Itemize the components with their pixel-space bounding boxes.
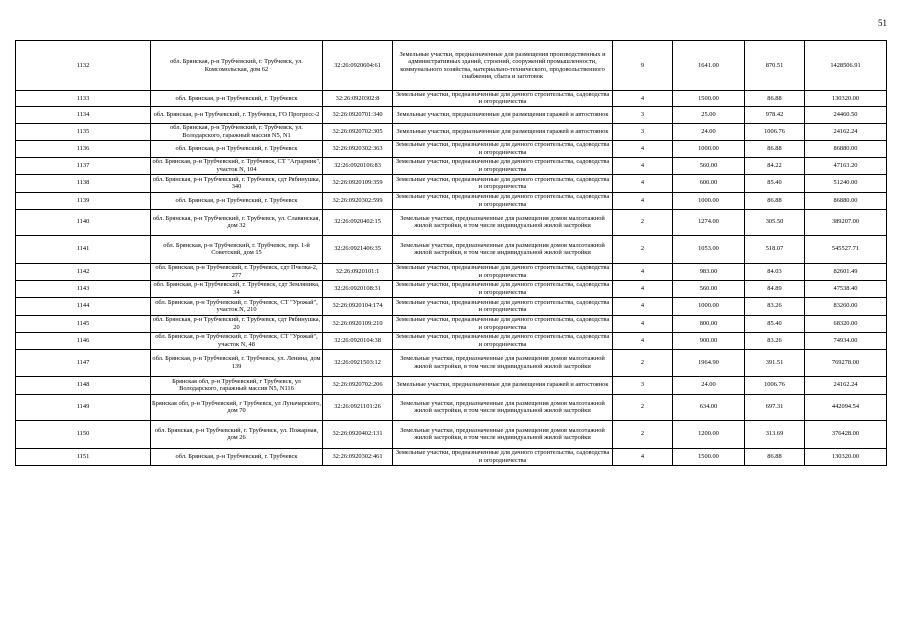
table-row [16,297,887,315]
cadastral-value-table [15,40,887,466]
cell-land-use: Земельные участки, предназначенные для дачного строительства, садоводства и огородничества [393,140,613,157]
table-row [16,209,887,235]
cell-area: 1274.00 [673,209,745,235]
cell-cadastral-value: 24460.50 [805,106,887,123]
cell-address: обл. Брянская, р-н Трубчевский, г. Трубчевск [151,140,323,157]
cell-address: Брянская обл, р-н Трубчевский, г Трубчевск, ул Луначарского, дом 70 [151,394,323,420]
table-row [16,157,887,174]
cell-area: 634.00 [673,394,745,420]
table-row [16,332,887,349]
cell-address: обл. Брянская, р-н Трубчевский, г. Трубчевск, СТ "Аграрник", участок N, 104 [152,158,321,173]
cell-address: обл. Брянская, р-н Трубчевский, г. Трубчевск, ул. Ленина, дом 139 [151,349,323,376]
cell-area: 983.00 [673,263,745,280]
cell-cadastral-number: 32:26:0920702:206 [323,376,393,394]
cell-address: обл. Брянская, р-н Трубчевский, г. Трубчевск, сдт Рябинушка, 20 [151,315,323,332]
cell-specific-value: 518.07 [745,235,805,263]
cell-land-use: Земельные участки, предназначенные для дачного строительства, садоводства и огородничества [393,297,613,315]
cell-cadastral-value: 47163.20 [805,157,887,174]
cell-row-number: 1150 [16,420,151,448]
page-number: 51 [878,18,887,28]
cell-area: 560.00 [673,280,745,297]
cell-area: 24.00 [673,376,745,394]
cell-specific-value: 85.40 [745,315,805,332]
cell-group: 2 [613,209,673,235]
table-row [16,91,887,107]
cell-row-number: 1135 [16,123,151,140]
table-row [16,41,887,91]
cell-group: 4 [613,157,673,174]
cell-cadastral-value: 130320.00 [805,448,887,465]
cell-group: 3 [613,123,673,140]
cell-area: 1053.00 [673,235,745,263]
cell-cadastral-value: 130320.00 [805,91,887,107]
cell-land-use: Земельные участки, предназначенные для дачного строительства, садоводства и огородничества [393,448,613,465]
cell-specific-value: 86.88 [745,448,805,465]
cell-group: 4 [613,91,673,107]
cell-group: 2 [613,349,673,376]
cell-specific-value: 305.50 [745,209,805,235]
cell-group: 2 [613,394,673,420]
cell-specific-value: 391.51 [745,349,805,376]
cell-row-number: 1148 [16,376,151,394]
cell-specific-value: 697.31 [745,394,805,420]
cell-specific-value: 86.88 [745,91,805,107]
cell-land-use: Земельные участки, предназначенные для дачного строительства, садоводства и огородничества [393,157,613,174]
cell-cadastral-number: 32:26:0920109:210 [323,315,393,332]
cell-land-use: Земельные участки, предназначенные для дачного строительства, садоводства и огородничества [393,280,613,297]
cell-address: обл. Брянская, р-н Трубчевский, г. Трубчевск, ул. Славянская, дом 32 [151,209,323,235]
cell-address: обл. Брянская, р-н Трубчевский, г. Трубчевск [151,91,323,107]
table-row [16,263,887,280]
cell-cadastral-number: 32:26:0920604:61 [323,41,393,91]
cell-land-use: Земельные участки, предназначенные для дачного строительства, садоводства и огородничества [393,192,613,209]
cell-address: обл. Брянская, р-н Трубчевский, г. Трубчевск, сдт Земляника, 34 [151,280,323,297]
cell-group: 2 [613,420,673,448]
cell-group: 4 [613,315,673,332]
cell-address: Брянская обл, р-н Трубчевский, г Трубчевск, ул Володарского, гаражный массив N5, N116 [151,376,323,394]
cell-cadastral-value: 86880.00 [805,140,887,157]
cell-specific-value: 1006.76 [745,376,805,394]
cell-land-use: Земельные участки, предназначенные для дачного строительства, садоводства и огородничества [393,91,613,107]
cell-address: обл. Брянская, р-н Трубчевский, г. Трубчевск, ГО Прогресс-2 [151,106,323,123]
cell-cadastral-number: 32:26:0920702:305 [323,123,393,140]
table-row [16,448,887,465]
cell-cadastral-value: 442094.54 [805,394,887,420]
cell-land-use: Земельные участки, предназначенные для размещения домов малоэтажной жилой застройки, в том числе индивидуальной жилой застройки [393,420,613,448]
cell-cadastral-number: 32:26:0920302:363 [323,140,393,157]
table-row [16,394,887,420]
cell-cadastral-value: 24162.24 [805,123,887,140]
cell-land-use: Земельные участки, предназначенные для размещения гаражей и автостоянок [393,123,613,140]
cell-cadastral-number: 32:26:0920101:1 [323,263,393,280]
cell-row-number: 1140 [16,209,151,235]
cell-address: обл. Брянская, р-н Трубчевский, г. Трубчевск, ул. Володарского, гаражный массив N5, N1 [151,123,323,140]
cell-cadastral-value: 86880.00 [805,192,887,209]
cell-land-use: Земельные участки, предназначенные для размещения домов малоэтажной жилой застройки, в том числе индивидуальной жилой застройки [393,209,613,235]
cell-specific-value: 85.40 [745,174,805,192]
cell-area: 900.00 [673,332,745,349]
cell-group: 3 [613,106,673,123]
cell-row-number: 1149 [16,394,151,420]
cell-row-number: 1142 [16,263,151,280]
cell-land-use: Земельные участки, предназначенные для дачного строительства, садоводства и огородничества [393,174,613,192]
cell-row-number: 1151 [16,448,151,465]
cell-cadastral-value: 376428.00 [805,420,887,448]
table-row [16,280,887,297]
table-row [16,123,887,140]
cell-land-use: Земельные участки, предназначенные для размещения домов малоэтажной жилой застройки, в том числе индивидуальной жилой застройки [393,349,613,376]
cell-cadastral-value: 68320.00 [805,315,887,332]
table-row [16,420,887,448]
cell-group: 4 [613,297,673,315]
cell-row-number: 1144 [16,297,151,315]
cell-cadastral-value: 769278.00 [805,349,887,376]
cell-group: 9 [613,41,673,91]
cell-cadastral-number: 32:26:0920106:83 [323,157,393,174]
cell-specific-value: 870.51 [745,41,805,91]
cell-area: 1500.00 [673,91,745,107]
cell-address: обл. Брянская, р-н Трубчевский, г. Трубчевск, ул. Пожарная, дом 26 [151,420,323,448]
cell-cadastral-value: 24162.24 [805,376,887,394]
cell-cadastral-number: 32:26:0920104:38 [323,332,393,349]
cell-group: 4 [613,448,673,465]
cell-area: 1000.00 [673,192,745,209]
cell-land-use: Земельные участки, предназначенные для размещения гаражей и автостоянок [393,106,613,123]
cell-area: 1000.00 [673,140,745,157]
cell-address: обл. Брянская, р-н Трубчевский, г. Трубчевск [151,192,323,209]
cell-cadastral-value: 82601.49 [805,263,887,280]
cell-specific-value: 84.03 [745,263,805,280]
cell-specific-value: 86.88 [745,192,805,209]
cell-row-number: 1145 [16,315,151,332]
cell-row-number: 1138 [16,174,151,192]
cell-land-use: Земельные участки, предназначенные для размещения гаражей и автостоянок [393,376,613,394]
cell-area: 1964.90 [673,349,745,376]
cell-cadastral-number: 32:26:0920108:31 [323,280,393,297]
cell-row-number: 1132 [16,41,151,91]
cell-row-number: 1136 [16,140,151,157]
cell-cadastral-number: 32:26:0921503:12 [323,349,393,376]
cell-area: 600.00 [673,174,745,192]
cell-land-use: Земельные участки, предназначенные для размещения домов малоэтажной жилой застройки, в том числе индивидуальной жилой застройки [393,394,613,420]
cell-cadastral-number: 32:26:0920104:174 [323,297,393,315]
cell-group: 4 [613,280,673,297]
cell-cadastral-value: 51240.00 [805,174,887,192]
cell-address: обл. Брянская, р-н Трубчевский, г. Трубчевск [151,448,323,465]
cell-group: 4 [613,174,673,192]
cell-cadastral-value: 74934.00 [805,332,887,349]
cell-address: обл. Брянская, р-н Трубчевский, г. Трубчевск, сдт Пчелка-2, 277 [151,263,323,280]
cell-area: 560.00 [673,157,745,174]
cell-row-number: 1137 [16,157,151,174]
cell-land-use: Земельные участки, предназначенные для дачного строительства, садоводства и огородничества [393,263,613,280]
cell-cadastral-number: 32:26:0920402:131 [323,420,393,448]
table-row [16,235,887,263]
table-row [16,315,887,332]
cell-row-number: 1146 [16,332,151,349]
cell-row-number: 1141 [16,235,151,263]
cell-area: 1641.00 [673,41,745,91]
table-row [16,140,887,157]
cell-area: 24.00 [673,123,745,140]
cell-row-number: 1133 [16,91,151,107]
cell-area: 800.00 [673,315,745,332]
cell-row-number: 1134 [16,106,151,123]
cell-row-number: 1143 [16,280,151,297]
table-row [16,349,887,376]
cell-cadastral-value: 83260.00 [805,297,887,315]
cell-specific-value: 84.89 [745,280,805,297]
cell-area: 1500.00 [673,448,745,465]
cell-cadastral-number: 32:26:0920109:359 [323,174,393,192]
cell-area: 25.00 [673,106,745,123]
cell-specific-value: 83.26 [745,297,805,315]
cell-land-use: Земельные участки, предназначенные для размещения производственных и административных зданий, строений, сооружений промышленности, коммунального хозяйства, материально-технического, продовольственного снабжения, сбыта и заготовок [393,41,613,91]
cell-land-use: Земельные участки, предназначенные для размещения домов малоэтажной жилой застройки, в том числе индивидуальной жилой застройки [393,235,613,263]
table-row [16,192,887,209]
cell-specific-value: 83.26 [745,332,805,349]
cell-specific-value: 978.42 [745,106,805,123]
table-row [16,174,887,192]
cell-cadastral-number: 32:26:0921101:26 [323,394,393,420]
cell-cadastral-value: 47538.40 [805,280,887,297]
cell-specific-value: 313.69 [745,420,805,448]
table-row [16,376,887,394]
cell-cadastral-number: 32:26:0920701:340 [323,106,393,123]
cell-area: 1200.00 [673,420,745,448]
cell-cadastral-value: 389207.00 [805,209,887,235]
cell-address: обл. Брянская, р-н Трубчевский, г. Трубчевск, пер. 1-й Советский, дом 15 [151,235,323,263]
cell-cadastral-number: 32:26:0920302:8 [323,91,393,107]
cell-cadastral-number: 32:26:0920302:461 [323,448,393,465]
cell-row-number: 1147 [16,349,151,376]
cell-cadastral-value: 545527.71 [805,235,887,263]
table-row [16,106,887,123]
cell-address: обл. Брянская, р-н Трубчевский, г. Трубчевск, СТ "Урожай", участок N, 210 [151,297,323,315]
cell-land-use: Земельные участки, предназначенные для дачного строительства, садоводства и огородничества [393,332,613,349]
table-body [16,41,887,466]
cell-cadastral-value: 1428506.91 [805,41,887,91]
cell-group: 2 [613,235,673,263]
cell-group: 4 [613,140,673,157]
cell-specific-value: 1006.76 [745,123,805,140]
cell-area: 1000.00 [673,297,745,315]
cell-cadastral-number: 32:26:0921406:35 [323,235,393,263]
cell-specific-value: 84.22 [745,157,805,174]
cell-group: 4 [613,263,673,280]
cell-row-number: 1139 [16,192,151,209]
cell-land-use: Земельные участки, предназначенные для дачного строительства, садоводства и огородничества [393,315,613,332]
cell-group: 4 [613,332,673,349]
cell-address: обл. Брянская, р-н Трубчевский, г. Трубчевск, СТ "Урожай", участок N, 48 [151,332,323,349]
cell-group: 4 [613,192,673,209]
cell-cadastral-number: 32:26:0920302:599 [323,192,393,209]
cell-cadastral-number: 32:26:0920402:15 [323,209,393,235]
cell-address: обл. Брянская, р-н Трубчевский, г. Трубчевск, ул. Комсомольская, дом 62 [151,41,323,91]
cell-address: обл. Брянская, р-н Трубчевский, г. Трубчевск, сдт Рябинушка, 340 [151,174,323,192]
cell-specific-value: 86.88 [745,140,805,157]
cell-group: 3 [613,376,673,394]
